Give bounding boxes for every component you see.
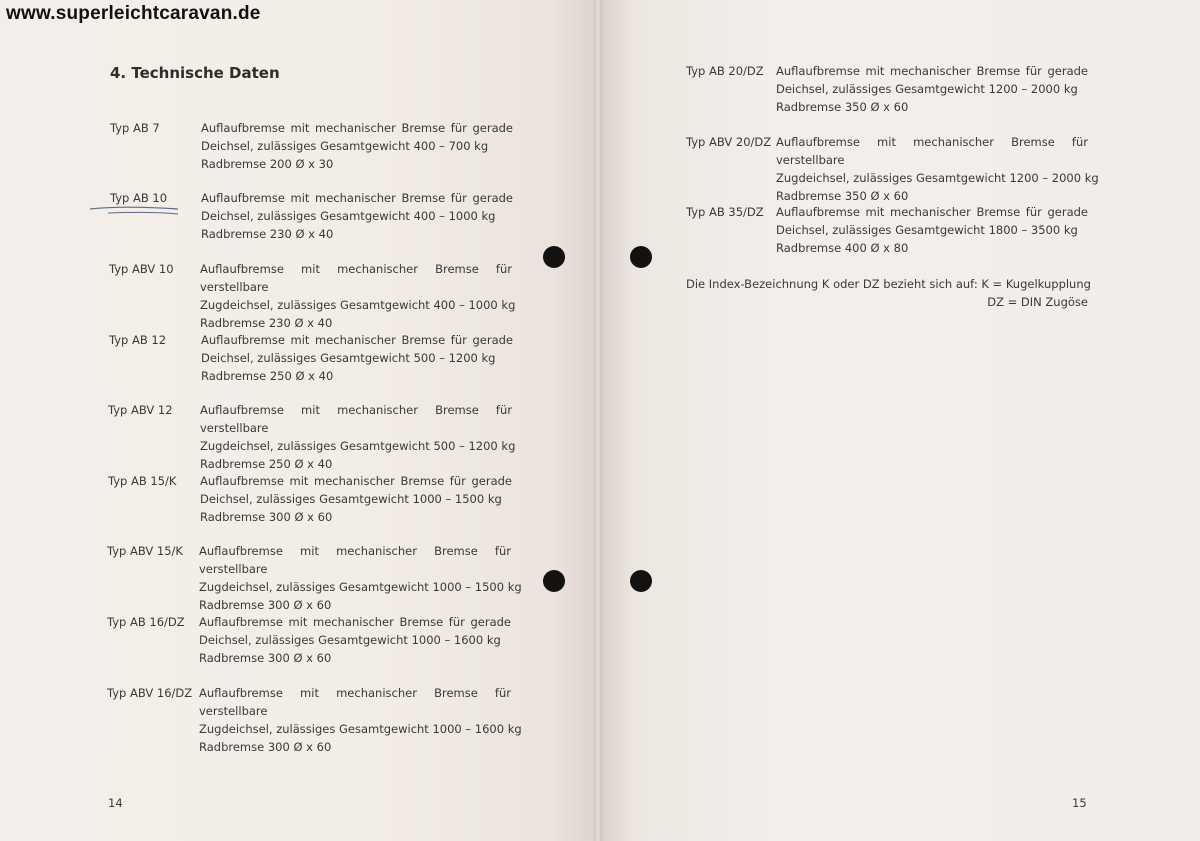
desc-line: Deichsel, zulässiges Gesamtgewicht 400 – 700 kg: [201, 139, 489, 153]
desc-line: Zugdeichsel, zulässiges Gesamtgewicht 1000 – 1500 kg: [199, 580, 522, 594]
punch-hole: [630, 570, 652, 592]
type-description: [200, 401, 516, 473]
desc-line: Deichsel, zulässiges Gesamtgewicht 1200 – 2000 kg: [776, 82, 1078, 96]
type-description: [200, 472, 512, 526]
page-number-right: 15: [1072, 796, 1087, 810]
desc-line: Auflaufbremse mit mechanischer Bremse für gerade: [199, 615, 511, 629]
desc-line: Deichsel, zulässiges Gesamtgewicht 500 – 1200 kg: [201, 351, 496, 365]
desc-line: Auflaufbremse mit mechanischer Bremse für verstellbare: [199, 686, 511, 718]
index-note-line: DZ = DIN Zugöse: [987, 295, 1088, 309]
type-label: Typ AB 12: [109, 333, 167, 347]
type-description: [776, 133, 1099, 205]
type-label: Typ ABV 16/DZ: [107, 686, 193, 700]
type-description: [200, 260, 516, 332]
type-label: Typ AB 7: [110, 121, 160, 135]
type-label: Typ AB 15/K: [108, 474, 177, 488]
desc-line: Zugdeichsel, zulässiges Gesamtgewicht 1200 – 2000 kg: [776, 171, 1099, 185]
type-description: [199, 684, 522, 756]
desc-line: Auflaufbremse mit mechanischer Bremse für gerade: [776, 64, 1088, 78]
desc-line: Auflaufbremse mit mechanischer Bremse für gerade: [200, 474, 512, 488]
type-label: Typ AB 16/DZ: [107, 615, 185, 629]
type-label: Typ ABV 20/DZ: [686, 135, 772, 149]
desc-line: Radbremse 350 Ø x 60: [776, 100, 909, 114]
desc-line: Radbremse 300 Ø x 60: [199, 598, 332, 612]
desc-line: Radbremse 230 Ø x 40: [201, 227, 334, 241]
right-page: [598, 0, 1200, 841]
desc-line: Auflaufbremse mit mechanischer Bremse für gerade: [776, 205, 1088, 219]
type-description: [199, 542, 522, 614]
desc-line: Auflaufbremse mit mechanischer Bremse für gerade: [201, 121, 513, 135]
desc-line: Radbremse 300 Ø x 60: [200, 510, 333, 524]
desc-line: Auflaufbremse mit mechanischer Bremse für gerade: [201, 191, 513, 205]
index-note: [686, 275, 1091, 311]
desc-line: Auflaufbremse mit mechanischer Bremse für verstellbare: [776, 135, 1088, 167]
index-note-line: Die Index-Bezeichnung K oder DZ bezieht sich auf: K = Kugelkupplung: [686, 277, 1091, 291]
type-description: [201, 189, 513, 243]
punch-hole: [543, 570, 565, 592]
type-label: Typ ABV 12: [108, 403, 173, 417]
desc-line: Radbremse 300 Ø x 60: [199, 740, 332, 754]
desc-line: Radbremse 350 Ø x 60: [776, 189, 909, 203]
type-label: Typ AB 20/DZ: [686, 64, 764, 78]
type-description: [201, 119, 513, 173]
book-gutter: [594, 0, 602, 841]
punch-hole: [543, 246, 565, 268]
type-description: [776, 62, 1088, 116]
type-label: Typ AB 35/DZ: [686, 205, 764, 219]
handwritten-underline: [88, 203, 180, 217]
type-description: [776, 203, 1088, 257]
desc-line: Auflaufbremse mit mechanischer Bremse für gerade: [201, 333, 513, 347]
page-title: 4. Technische Daten: [110, 64, 280, 82]
desc-line: Radbremse 200 Ø x 30: [201, 157, 334, 171]
type-description: [201, 331, 513, 385]
desc-line: Auflaufbremse mit mechanischer Bremse für verstellbare: [200, 262, 512, 294]
desc-line: Deichsel, zulässiges Gesamtgewicht 1000 – 1500 kg: [200, 492, 502, 506]
watermark: www.superleichtcaravan.de: [6, 3, 261, 24]
type-label: Typ ABV 15/K: [107, 544, 183, 558]
desc-line: Deichsel, zulässiges Gesamtgewicht 1800 – 3500 kg: [776, 223, 1078, 237]
desc-line: Zugdeichsel, zulässiges Gesamtgewicht 1000 – 1600 kg: [199, 722, 522, 736]
desc-line: Radbremse 230 Ø x 40: [200, 316, 333, 330]
page-number-left: 14: [108, 796, 123, 810]
desc-line: Auflaufbremse mit mechanischer Bremse für verstellbare: [199, 544, 511, 576]
punch-hole: [630, 246, 652, 268]
desc-line: Deichsel, zulässiges Gesamtgewicht 1000 – 1600 kg: [199, 633, 501, 647]
desc-line: Radbremse 250 Ø x 40: [200, 457, 333, 471]
type-label: Typ AB 10: [110, 191, 168, 205]
desc-line: Zugdeichsel, zulässiges Gesamtgewicht 500 – 1200 kg: [200, 439, 516, 453]
desc-line: Radbremse 300 Ø x 60: [199, 651, 332, 665]
desc-line: Zugdeichsel, zulässiges Gesamtgewicht 400 – 1000 kg: [200, 298, 516, 312]
desc-line: Radbremse 250 Ø x 40: [201, 369, 334, 383]
desc-line: Auflaufbremse mit mechanischer Bremse für verstellbare: [200, 403, 512, 435]
type-description: [199, 613, 511, 667]
desc-line: Radbremse 400 Ø x 80: [776, 241, 909, 255]
desc-line: Deichsel, zulässiges Gesamtgewicht 400 – 1000 kg: [201, 209, 496, 223]
type-label: Typ ABV 10: [109, 262, 174, 276]
